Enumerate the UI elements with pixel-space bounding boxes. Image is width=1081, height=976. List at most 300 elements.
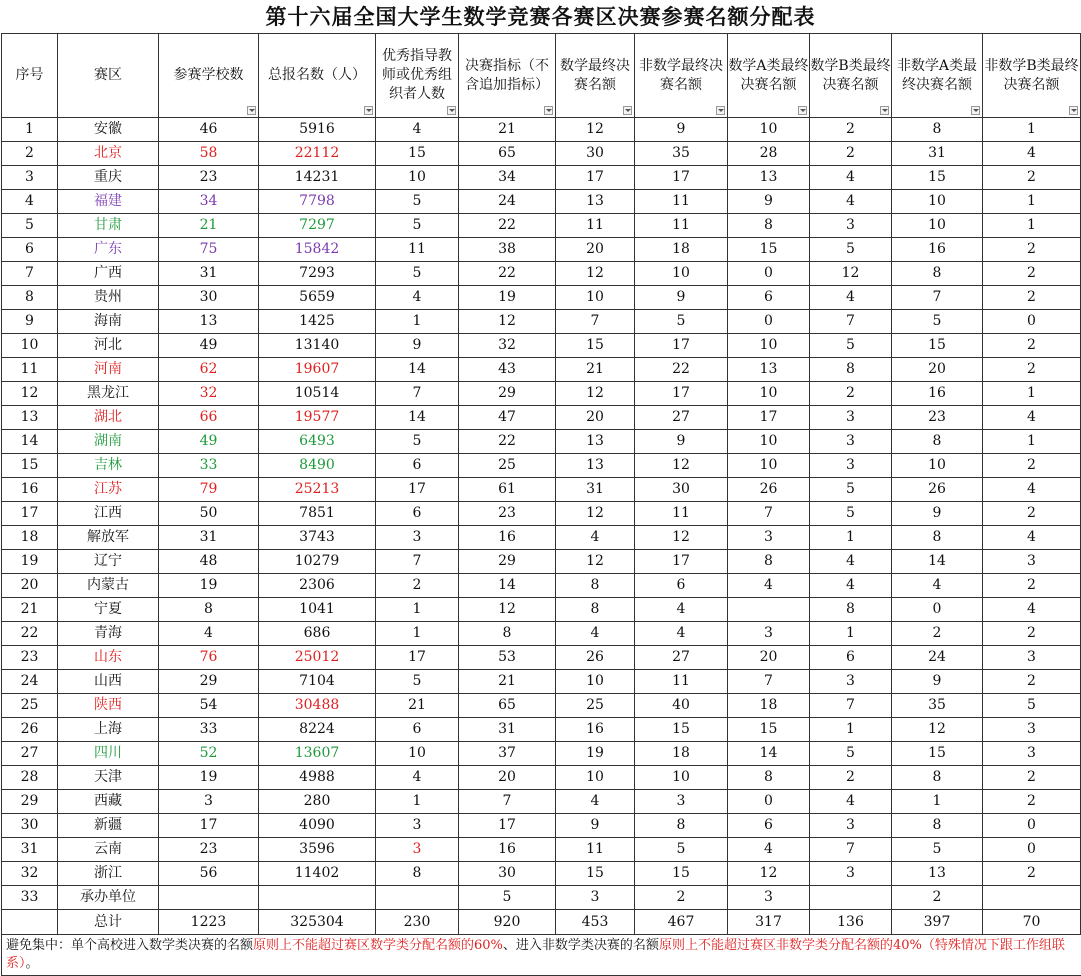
table-cell[interactable]: 16: [892, 238, 983, 262]
table-cell[interactable]: 3: [810, 814, 892, 838]
table-cell[interactable]: 13: [892, 862, 983, 886]
table-cell[interactable]: 2: [983, 358, 1081, 382]
table-cell[interactable]: 30: [556, 142, 635, 166]
table-cell[interactable]: 10: [635, 766, 728, 790]
table-cell[interactable]: 38: [459, 238, 556, 262]
total-cell[interactable]: 317: [728, 910, 810, 935]
table-cell[interactable]: 天津: [58, 766, 159, 790]
table-cell[interactable]: 58: [159, 142, 259, 166]
table-cell[interactable]: 0: [892, 598, 983, 622]
table-cell[interactable]: 3743: [259, 526, 376, 550]
table-cell[interactable]: 2: [810, 382, 892, 406]
table-cell[interactable]: 10: [728, 334, 810, 358]
table-cell[interactable]: 4: [810, 574, 892, 598]
table-cell[interactable]: 宁夏: [58, 598, 159, 622]
table-cell[interactable]: 4: [376, 118, 459, 142]
table-cell[interactable]: 10: [892, 190, 983, 214]
table-cell[interactable]: 2: [983, 766, 1081, 790]
table-cell[interactable]: 17: [635, 550, 728, 574]
table-cell[interactable]: 18: [728, 694, 810, 718]
table-cell[interactable]: 5: [892, 838, 983, 862]
table-cell[interactable]: 14231: [259, 166, 376, 190]
table-cell[interactable]: 10: [635, 262, 728, 286]
table-cell[interactable]: 云南: [58, 838, 159, 862]
table-cell[interactable]: 12: [556, 262, 635, 286]
table-cell[interactable]: 14: [892, 550, 983, 574]
table-cell[interactable]: 3: [728, 526, 810, 550]
table-cell[interactable]: 35: [892, 694, 983, 718]
table-cell[interactable]: 2: [376, 574, 459, 598]
table-cell[interactable]: 9: [635, 430, 728, 454]
table-cell[interactable]: 25: [2, 694, 58, 718]
table-cell[interactable]: 广东: [58, 238, 159, 262]
table-cell[interactable]: 31: [556, 478, 635, 502]
table-cell[interactable]: 23: [892, 406, 983, 430]
table-cell[interactable]: 13140: [259, 334, 376, 358]
table-cell[interactable]: 12: [892, 718, 983, 742]
table-cell[interactable]: 5659: [259, 286, 376, 310]
total-cell[interactable]: 70: [983, 910, 1081, 935]
table-cell[interactable]: 11402: [259, 862, 376, 886]
table-cell[interactable]: 22: [459, 214, 556, 238]
table-cell[interactable]: 8: [376, 862, 459, 886]
table-cell[interactable]: 18: [635, 238, 728, 262]
table-cell[interactable]: 5: [2, 214, 58, 238]
table-cell[interactable]: 6: [635, 574, 728, 598]
total-cell[interactable]: 467: [635, 910, 728, 935]
table-cell[interactable]: 7: [892, 286, 983, 310]
table-cell[interactable]: 48: [159, 550, 259, 574]
table-cell[interactable]: 15: [728, 718, 810, 742]
table-cell[interactable]: 4: [810, 550, 892, 574]
filter-dropdown-button[interactable]: [247, 106, 256, 115]
table-cell[interactable]: 4: [728, 574, 810, 598]
table-cell[interactable]: 4: [983, 478, 1081, 502]
table-cell[interactable]: 1: [892, 790, 983, 814]
table-cell[interactable]: 79: [159, 478, 259, 502]
table-cell[interactable]: 686: [259, 622, 376, 646]
table-cell[interactable]: [983, 886, 1081, 910]
table-cell[interactable]: 54: [159, 694, 259, 718]
table-cell[interactable]: 21: [376, 694, 459, 718]
table-cell[interactable]: 13: [2, 406, 58, 430]
table-cell[interactable]: 9: [556, 814, 635, 838]
table-cell[interactable]: 14: [2, 430, 58, 454]
table-cell[interactable]: 12: [556, 502, 635, 526]
table-cell[interactable]: 4: [2, 190, 58, 214]
table-cell[interactable]: 3: [376, 838, 459, 862]
table-cell[interactable]: 12: [556, 118, 635, 142]
table-cell[interactable]: 29: [459, 382, 556, 406]
table-cell[interactable]: 福建: [58, 190, 159, 214]
table-cell[interactable]: 2: [983, 454, 1081, 478]
table-cell[interactable]: 49: [159, 430, 259, 454]
table-cell[interactable]: 5: [810, 478, 892, 502]
table-cell[interactable]: 2: [983, 334, 1081, 358]
table-cell[interactable]: 16: [459, 526, 556, 550]
table-cell[interactable]: 33: [159, 718, 259, 742]
filter-dropdown-button[interactable]: [971, 106, 980, 115]
table-cell[interactable]: 0: [983, 814, 1081, 838]
table-cell[interactable]: 6: [728, 286, 810, 310]
table-cell[interactable]: 23: [159, 166, 259, 190]
table-cell[interactable]: 9: [635, 286, 728, 310]
table-cell[interactable]: 24: [892, 646, 983, 670]
table-cell[interactable]: 3: [810, 670, 892, 694]
table-cell[interactable]: 8: [892, 766, 983, 790]
table-cell[interactable]: 17: [2, 502, 58, 526]
table-cell[interactable]: 10: [728, 454, 810, 478]
table-cell[interactable]: 8: [810, 358, 892, 382]
table-cell[interactable]: 8: [556, 598, 635, 622]
table-cell[interactable]: 1: [983, 190, 1081, 214]
table-cell[interactable]: 6: [376, 718, 459, 742]
table-cell[interactable]: 15: [892, 166, 983, 190]
table-cell[interactable]: 8: [728, 766, 810, 790]
table-cell[interactable]: 15: [376, 142, 459, 166]
table-cell[interactable]: 25: [556, 694, 635, 718]
table-cell[interactable]: 1: [810, 526, 892, 550]
filter-dropdown-button[interactable]: [544, 106, 553, 115]
table-cell[interactable]: 5: [376, 430, 459, 454]
table-cell[interactable]: 10: [892, 454, 983, 478]
table-cell[interactable]: 2: [892, 622, 983, 646]
table-cell[interactable]: 0: [728, 790, 810, 814]
table-cell[interactable]: 2: [983, 862, 1081, 886]
table-cell[interactable]: 5: [635, 838, 728, 862]
table-cell[interactable]: 10: [556, 766, 635, 790]
table-cell[interactable]: 2: [983, 238, 1081, 262]
table-cell[interactable]: 25213: [259, 478, 376, 502]
table-cell[interactable]: 32: [459, 334, 556, 358]
table-cell[interactable]: 12: [459, 598, 556, 622]
table-cell[interactable]: 4: [376, 766, 459, 790]
table-cell[interactable]: 4: [983, 526, 1081, 550]
table-cell[interactable]: 14: [728, 742, 810, 766]
table-cell[interactable]: 4: [983, 598, 1081, 622]
table-cell[interactable]: 53: [459, 646, 556, 670]
table-cell[interactable]: 35: [635, 142, 728, 166]
table-cell[interactable]: 31: [159, 526, 259, 550]
table-cell[interactable]: 17: [556, 166, 635, 190]
table-cell[interactable]: 1: [376, 622, 459, 646]
table-cell[interactable]: 9: [728, 190, 810, 214]
total-cell[interactable]: 1223: [159, 910, 259, 935]
table-cell[interactable]: 31: [459, 718, 556, 742]
table-cell[interactable]: 6: [376, 502, 459, 526]
table-cell[interactable]: 10: [376, 742, 459, 766]
table-cell[interactable]: 12: [556, 382, 635, 406]
table-cell[interactable]: 19: [159, 574, 259, 598]
table-cell[interactable]: 19: [459, 286, 556, 310]
table-cell[interactable]: 2: [983, 262, 1081, 286]
table-cell[interactable]: 29: [459, 550, 556, 574]
table-cell[interactable]: 76: [159, 646, 259, 670]
table-cell[interactable]: 6493: [259, 430, 376, 454]
filter-dropdown-button[interactable]: [798, 106, 807, 115]
table-cell[interactable]: 20: [892, 358, 983, 382]
table-cell[interactable]: 9: [2, 310, 58, 334]
table-cell[interactable]: 7798: [259, 190, 376, 214]
total-cell[interactable]: 230: [376, 910, 459, 935]
table-cell[interactable]: 3: [376, 814, 459, 838]
table-cell[interactable]: 30: [159, 286, 259, 310]
table-cell[interactable]: 16: [2, 478, 58, 502]
table-cell[interactable]: 15: [2, 454, 58, 478]
table-cell[interactable]: 山西: [58, 670, 159, 694]
table-cell[interactable]: 3: [810, 430, 892, 454]
table-cell[interactable]: [159, 886, 259, 910]
table-cell[interactable]: 4: [635, 598, 728, 622]
table-cell[interactable]: 10: [728, 382, 810, 406]
table-cell[interactable]: 30488: [259, 694, 376, 718]
table-cell[interactable]: 280: [259, 790, 376, 814]
table-cell[interactable]: 16: [892, 382, 983, 406]
table-cell[interactable]: 22: [2, 622, 58, 646]
table-cell[interactable]: 25012: [259, 646, 376, 670]
table-cell[interactable]: 13: [556, 430, 635, 454]
table-cell[interactable]: 8: [810, 598, 892, 622]
table-cell[interactable]: 2: [810, 766, 892, 790]
table-cell[interactable]: 3: [376, 526, 459, 550]
table-cell[interactable]: 北京: [58, 142, 159, 166]
table-cell[interactable]: 15: [635, 862, 728, 886]
total-cell[interactable]: 397: [892, 910, 983, 935]
table-cell[interactable]: 5: [983, 694, 1081, 718]
table-cell[interactable]: 1: [983, 118, 1081, 142]
table-cell[interactable]: 46: [159, 118, 259, 142]
table-cell[interactable]: 13: [556, 190, 635, 214]
table-cell[interactable]: 11: [635, 670, 728, 694]
filter-dropdown-button[interactable]: [1069, 106, 1078, 115]
table-cell[interactable]: 辽宁: [58, 550, 159, 574]
table-cell[interactable]: 19: [159, 766, 259, 790]
table-cell[interactable]: 上海: [58, 718, 159, 742]
table-cell[interactable]: 9: [635, 118, 728, 142]
table-cell[interactable]: 8: [892, 814, 983, 838]
table-cell[interactable]: 10: [2, 334, 58, 358]
table-cell[interactable]: 2: [2, 142, 58, 166]
table-cell[interactable]: 5: [376, 670, 459, 694]
table-cell[interactable]: 2: [635, 886, 728, 910]
table-cell[interactable]: 34: [459, 166, 556, 190]
table-cell[interactable]: [376, 886, 459, 910]
table-cell[interactable]: 3: [556, 886, 635, 910]
table-cell[interactable]: 15: [635, 718, 728, 742]
table-cell[interactable]: 1: [376, 790, 459, 814]
table-cell[interactable]: 17: [159, 814, 259, 838]
table-cell[interactable]: 4: [983, 406, 1081, 430]
table-cell[interactable]: 10: [556, 286, 635, 310]
table-cell[interactable]: 25: [459, 454, 556, 478]
table-cell[interactable]: 33: [2, 886, 58, 910]
table-cell[interactable]: 65: [459, 694, 556, 718]
table-cell[interactable]: 0: [983, 310, 1081, 334]
table-cell[interactable]: 9: [376, 334, 459, 358]
table-cell[interactable]: 8: [159, 598, 259, 622]
table-cell[interactable]: 20: [2, 574, 58, 598]
table-cell[interactable]: 12: [556, 550, 635, 574]
table-cell[interactable]: 17: [728, 406, 810, 430]
table-cell[interactable]: 65: [459, 142, 556, 166]
table-cell[interactable]: 17: [459, 814, 556, 838]
table-cell[interactable]: 解放军: [58, 526, 159, 550]
table-cell[interactable]: 0: [728, 262, 810, 286]
table-cell[interactable]: 7: [376, 550, 459, 574]
table-cell[interactable]: 安徽: [58, 118, 159, 142]
table-cell[interactable]: 11: [556, 838, 635, 862]
table-cell[interactable]: 5: [810, 334, 892, 358]
table-cell[interactable]: 19: [556, 742, 635, 766]
table-cell[interactable]: 30: [2, 814, 58, 838]
table-cell[interactable]: 43: [459, 358, 556, 382]
table-cell[interactable]: 1: [983, 382, 1081, 406]
total-cell[interactable]: 920: [459, 910, 556, 935]
table-cell[interactable]: 50: [159, 502, 259, 526]
table-cell[interactable]: 16: [556, 718, 635, 742]
table-cell[interactable]: 3: [983, 718, 1081, 742]
table-cell[interactable]: 11: [2, 358, 58, 382]
table-cell[interactable]: 34: [159, 190, 259, 214]
table-cell[interactable]: 5916: [259, 118, 376, 142]
table-cell[interactable]: 20: [556, 406, 635, 430]
total-cell[interactable]: 136: [810, 910, 892, 935]
table-cell[interactable]: 6: [376, 454, 459, 478]
table-cell[interactable]: 49: [159, 334, 259, 358]
table-cell[interactable]: 31: [159, 262, 259, 286]
table-cell[interactable]: 8: [892, 526, 983, 550]
table-cell[interactable]: 3: [728, 622, 810, 646]
table-cell[interactable]: [810, 886, 892, 910]
table-cell[interactable]: 21: [459, 670, 556, 694]
table-cell[interactable]: 湖北: [58, 406, 159, 430]
table-cell[interactable]: 10279: [259, 550, 376, 574]
table-cell[interactable]: 4: [810, 790, 892, 814]
table-cell[interactable]: 甘肃: [58, 214, 159, 238]
table-cell[interactable]: 17: [635, 334, 728, 358]
table-cell[interactable]: 6: [728, 814, 810, 838]
table-cell[interactable]: 5: [376, 262, 459, 286]
filter-dropdown-button[interactable]: [364, 106, 373, 115]
table-cell[interactable]: 3: [810, 862, 892, 886]
table-cell[interactable]: 重庆: [58, 166, 159, 190]
table-cell[interactable]: 12: [459, 310, 556, 334]
table-cell[interactable]: 5: [635, 310, 728, 334]
table-cell[interactable]: 3596: [259, 838, 376, 862]
table-cell[interactable]: 11: [635, 214, 728, 238]
table-cell[interactable]: 河南: [58, 358, 159, 382]
table-cell[interactable]: 1: [810, 622, 892, 646]
table-cell[interactable]: 19: [2, 550, 58, 574]
table-cell[interactable]: 21: [556, 358, 635, 382]
table-cell[interactable]: 2: [983, 670, 1081, 694]
table-cell[interactable]: 17: [635, 382, 728, 406]
table-cell[interactable]: 新疆: [58, 814, 159, 838]
table-cell[interactable]: 24: [459, 190, 556, 214]
table-cell[interactable]: 22: [635, 358, 728, 382]
table-cell[interactable]: 西藏: [58, 790, 159, 814]
table-cell[interactable]: 广西: [58, 262, 159, 286]
table-cell[interactable]: 30: [459, 862, 556, 886]
table-cell[interactable]: 7: [810, 838, 892, 862]
total-cell[interactable]: 325304: [259, 910, 376, 935]
table-cell[interactable]: 27: [635, 406, 728, 430]
table-cell[interactable]: 6: [810, 646, 892, 670]
table-cell[interactable]: 7104: [259, 670, 376, 694]
table-cell[interactable]: 10514: [259, 382, 376, 406]
table-cell[interactable]: 40: [635, 694, 728, 718]
table-cell[interactable]: 13: [159, 310, 259, 334]
table-cell[interactable]: 2306: [259, 574, 376, 598]
table-cell[interactable]: 7: [376, 382, 459, 406]
table-cell[interactable]: 61: [459, 478, 556, 502]
table-cell[interactable]: 7293: [259, 262, 376, 286]
table-cell[interactable]: 4: [159, 622, 259, 646]
table-cell[interactable]: 32: [2, 862, 58, 886]
table-cell[interactable]: 4: [983, 142, 1081, 166]
table-cell[interactable]: 18: [2, 526, 58, 550]
table-cell[interactable]: 15842: [259, 238, 376, 262]
table-cell[interactable]: 15: [556, 862, 635, 886]
table-cell[interactable]: 8: [728, 550, 810, 574]
table-cell[interactable]: 8: [728, 214, 810, 238]
table-cell[interactable]: 56: [159, 862, 259, 886]
table-cell[interactable]: 5: [810, 742, 892, 766]
table-cell[interactable]: 5: [376, 214, 459, 238]
table-cell[interactable]: 青海: [58, 622, 159, 646]
table-cell[interactable]: [259, 886, 376, 910]
table-cell[interactable]: 1: [2, 118, 58, 142]
table-cell[interactable]: 3: [728, 886, 810, 910]
table-cell[interactable]: 12: [810, 262, 892, 286]
table-cell[interactable]: 12: [2, 382, 58, 406]
table-cell[interactable]: 海南: [58, 310, 159, 334]
table-cell[interactable]: 1041: [259, 598, 376, 622]
table-cell[interactable]: 14: [459, 574, 556, 598]
table-cell[interactable]: 66: [159, 406, 259, 430]
table-cell[interactable]: 湖南: [58, 430, 159, 454]
table-cell[interactable]: 32: [159, 382, 259, 406]
table-cell[interactable]: 23: [2, 646, 58, 670]
table-cell[interactable]: 22112: [259, 142, 376, 166]
table-cell[interactable]: 13: [556, 454, 635, 478]
table-cell[interactable]: 贵州: [58, 286, 159, 310]
table-cell[interactable]: 17: [376, 646, 459, 670]
table-cell[interactable]: 13: [728, 166, 810, 190]
table-cell[interactable]: 14: [376, 406, 459, 430]
filter-dropdown-button[interactable]: [447, 106, 456, 115]
table-cell[interactable]: 23: [159, 838, 259, 862]
table-cell[interactable]: 承办单位: [58, 886, 159, 910]
table-cell[interactable]: 14: [376, 358, 459, 382]
table-cell[interactable]: 2: [983, 622, 1081, 646]
table-cell[interactable]: 31: [892, 142, 983, 166]
table-cell[interactable]: 10: [556, 670, 635, 694]
table-cell[interactable]: 6: [2, 238, 58, 262]
table-cell[interactable]: 江西: [58, 502, 159, 526]
table-cell[interactable]: 7: [2, 262, 58, 286]
table-cell[interactable]: 10: [892, 214, 983, 238]
table-cell[interactable]: 江苏: [58, 478, 159, 502]
table-cell[interactable]: 7: [728, 502, 810, 526]
table-cell[interactable]: 7: [556, 310, 635, 334]
table-cell[interactable]: 4: [376, 286, 459, 310]
table-cell[interactable]: 2: [983, 166, 1081, 190]
table-cell[interactable]: 19577: [259, 406, 376, 430]
table-cell[interactable]: 47: [459, 406, 556, 430]
table-cell[interactable]: 15: [892, 334, 983, 358]
table-cell[interactable]: 8: [892, 118, 983, 142]
